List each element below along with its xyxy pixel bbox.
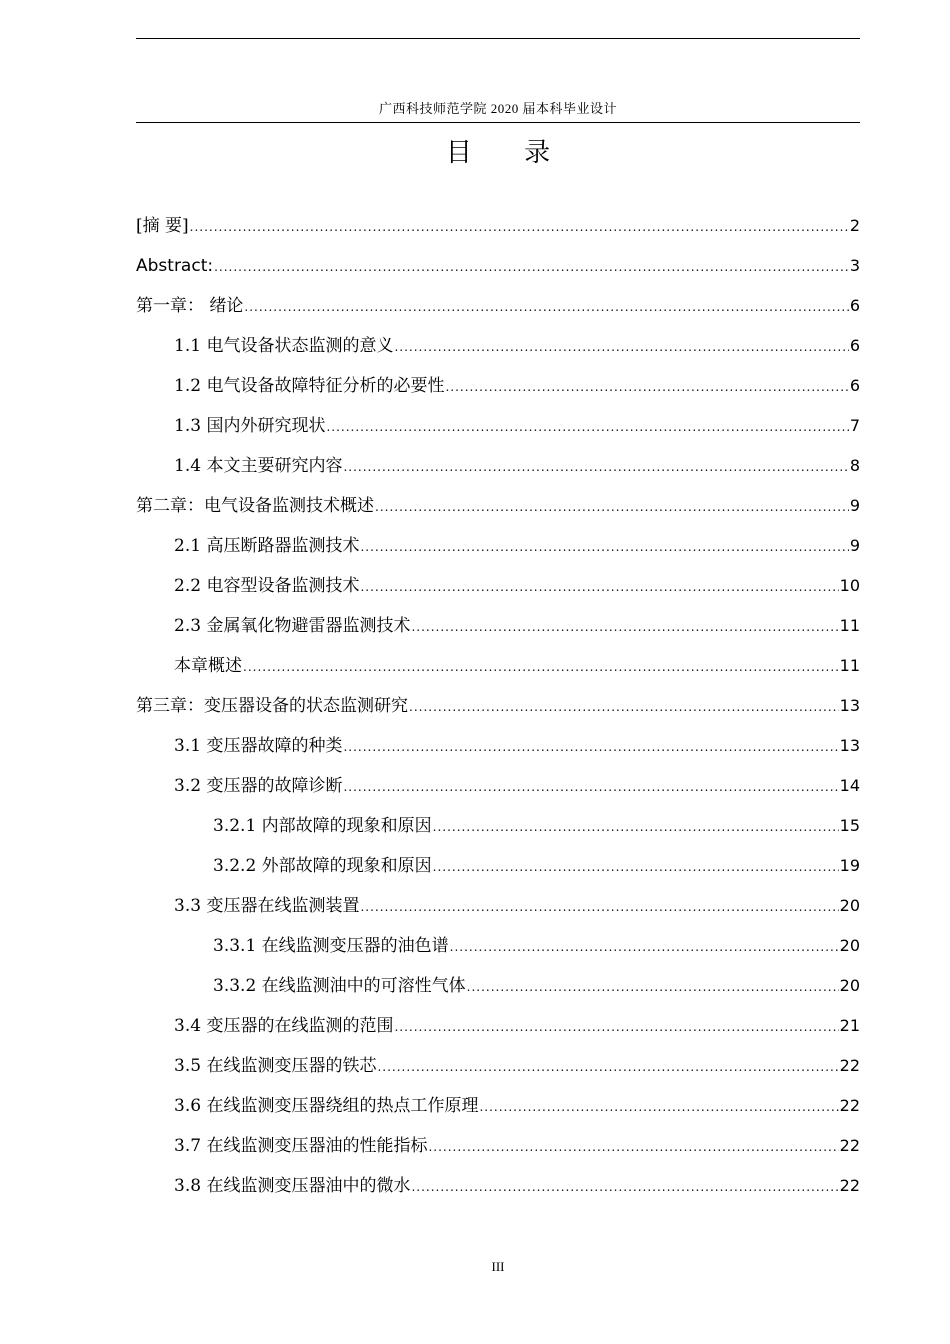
toc-dot-leader <box>450 933 839 961</box>
toc-dot-leader <box>409 693 839 721</box>
toc-entry-label[interactable]: 3.2 变压器的故障诊断 <box>174 776 343 796</box>
toc-entry[interactable] <box>136 572 860 612</box>
toc-dot-leader <box>190 213 849 241</box>
top-rule <box>136 38 860 39</box>
toc-entry-label[interactable]: 3.3.1 在线监测变压器的油色谱 <box>213 936 449 956</box>
toc-dot-leader <box>445 373 848 401</box>
toc-entry[interactable] <box>136 612 860 652</box>
toc-entry-label[interactable]: 2.1 高压断路器监测技术 <box>174 536 360 556</box>
toc-entry-page: 20 <box>839 976 860 995</box>
toc-entry-page: 22 <box>839 1096 860 1115</box>
toc-entry[interactable] <box>136 452 860 492</box>
toc-dot-leader <box>214 253 849 281</box>
toc-dot-leader <box>343 453 848 481</box>
toc-dot-leader <box>428 1133 838 1161</box>
toc-entry[interactable] <box>136 892 860 932</box>
toc-dot-leader <box>360 573 838 601</box>
toc-entry[interactable] <box>136 692 860 732</box>
toc-entry-page: 8 <box>849 456 860 475</box>
toc-entry[interactable] <box>136 292 860 332</box>
table-of-contents <box>136 212 860 1212</box>
toc-entry-page: 21 <box>839 1016 860 1035</box>
toc-entry-page: 9 <box>849 536 860 555</box>
toc-entry[interactable] <box>136 932 860 972</box>
toc-entry[interactable] <box>136 772 860 812</box>
toc-entry-page: 19 <box>839 856 860 875</box>
toc-entry-page: 2 <box>849 216 860 235</box>
toc-entry-label[interactable]: 3.7 在线监测变压器油的性能指标 <box>174 1136 428 1156</box>
toc-entry-label[interactable]: 3.8 在线监测变压器油中的微水 <box>174 1176 411 1196</box>
toc-entry[interactable] <box>136 492 860 532</box>
toc-entry[interactable] <box>136 732 860 772</box>
toc-dot-leader <box>411 1173 838 1201</box>
toc-dot-leader <box>411 613 838 641</box>
toc-dot-leader <box>375 493 849 521</box>
toc-entry-label[interactable]: 1.2 电气设备故障特征分析的必要性 <box>174 376 445 396</box>
toc-entry-label[interactable]: 3.5 在线监测变压器的铁芯 <box>174 1056 377 1076</box>
toc-entry-page: 13 <box>839 696 860 715</box>
toc-entry-page: 22 <box>839 1176 860 1195</box>
toc-entry-label[interactable]: 1.4 本文主要研究内容 <box>174 456 343 476</box>
toc-entry-label[interactable]: 第二章：电气设备监测技术概述 <box>136 496 374 516</box>
toc-entry-label[interactable]: 第三章：变压器设备的状态监测研究 <box>136 696 408 716</box>
header-rule <box>136 122 860 123</box>
toc-entry[interactable] <box>136 1012 860 1052</box>
toc-entry[interactable] <box>136 252 860 292</box>
toc-entry[interactable] <box>136 1092 860 1132</box>
toc-entry-label[interactable]: 1.3 国内外研究现状 <box>174 416 326 436</box>
toc-entry[interactable] <box>136 412 860 452</box>
toc-entry-label[interactable]: 3.6 在线监测变压器绕组的热点工作原理 <box>174 1096 479 1116</box>
toc-dot-leader <box>433 813 839 841</box>
toc-entry-label[interactable]: Abstract: <box>136 256 214 276</box>
toc-dot-leader <box>394 1013 838 1041</box>
toc-entry[interactable] <box>136 1132 860 1172</box>
toc-entry-label[interactable]: 3.3 变压器在线监测装置 <box>174 896 360 916</box>
toc-entry-page: 10 <box>839 576 860 595</box>
page-number: III <box>491 1259 505 1274</box>
toc-entry-page: 22 <box>839 1136 860 1155</box>
toc-dot-leader <box>326 413 848 441</box>
toc-entry[interactable] <box>136 372 860 412</box>
toc-dot-leader <box>394 333 848 361</box>
toc-dot-leader <box>360 893 838 921</box>
toc-dot-leader <box>360 533 848 561</box>
toc-entry-label[interactable]: 1.1 电气设备状态监测的意义 <box>174 336 394 356</box>
toc-entry-page: 22 <box>839 1056 860 1075</box>
toc-entry-page: 11 <box>839 616 860 635</box>
toc-entry-label[interactable]: 3.3.2 在线监测油中的可溶性气体 <box>213 976 466 996</box>
toc-entry[interactable] <box>136 332 860 372</box>
toc-entry-page: 6 <box>849 336 860 355</box>
toc-entry[interactable] <box>136 1172 860 1212</box>
toc-dot-leader <box>343 773 838 801</box>
toc-entry-label[interactable]: 2.3 金属氧化物避雷器监测技术 <box>174 616 411 636</box>
toc-entry-page: 13 <box>839 736 860 755</box>
toc-entry-label[interactable]: 3.2.1 内部故障的现象和原因 <box>213 816 432 836</box>
toc-entry-page: 14 <box>839 776 860 795</box>
toc-entry[interactable] <box>136 1052 860 1092</box>
toc-dot-leader <box>479 1093 838 1121</box>
toc-entry[interactable] <box>136 972 860 1012</box>
toc-entry-page: 20 <box>839 936 860 955</box>
toc-entry-page: 15 <box>839 816 860 835</box>
running-header: 广西科技师范学院 2020 届本科毕业设计 <box>378 101 617 116</box>
toc-dot-leader <box>243 653 839 681</box>
toc-dot-leader <box>377 1053 838 1081</box>
toc-entry-page: 7 <box>849 416 860 435</box>
toc-title: 目 录 <box>445 138 573 168</box>
toc-entry[interactable] <box>136 532 860 572</box>
toc-entry-label[interactable]: 第一章： 绪论 <box>136 296 244 316</box>
toc-entry[interactable] <box>136 812 860 852</box>
toc-dot-leader <box>244 293 848 321</box>
toc-entry[interactable] <box>136 212 860 252</box>
toc-entry[interactable] <box>136 852 860 892</box>
toc-entry-label[interactable]: [摘 要] <box>136 216 189 236</box>
toc-entry-page: 6 <box>849 376 860 395</box>
toc-entry-label[interactable]: 2.2 电容型设备监测技术 <box>174 576 360 596</box>
toc-entry-page: 11 <box>839 656 860 675</box>
toc-dot-leader <box>433 853 839 881</box>
toc-entry-label[interactable]: 3.1 变压器故障的种类 <box>174 736 343 756</box>
toc-entry-page: 9 <box>849 496 860 515</box>
toc-entry-page: 20 <box>839 896 860 915</box>
toc-dot-leader <box>467 973 839 1001</box>
toc-entry[interactable] <box>136 652 860 692</box>
toc-entry-page: 3 <box>849 256 860 275</box>
toc-entry-label[interactable]: 本章概述 <box>174 656 242 676</box>
toc-entry-label[interactable]: 3.4 变压器的在线监测的范围 <box>174 1016 394 1036</box>
toc-entry-label[interactable]: 3.2.2 外部故障的现象和原因 <box>213 856 432 876</box>
toc-entry-page: 6 <box>849 296 860 315</box>
toc-dot-leader <box>343 733 838 761</box>
